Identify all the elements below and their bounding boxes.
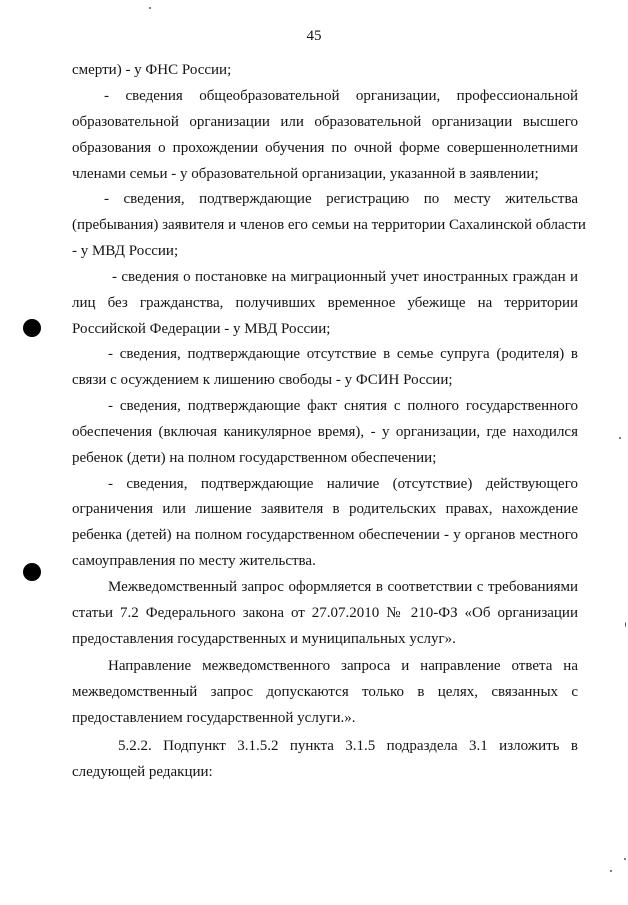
punch-hole — [23, 563, 41, 581]
text-line: - сведения, подтверждающие факт снятия с полного государственного — [108, 398, 578, 414]
page-number: 45 — [306, 28, 322, 44]
text-line: - сведения общеобразовательной организации, профессиональной — [104, 88, 578, 104]
text-line: образования о прохождении обучения по очной форме совершеннолетними — [72, 140, 578, 156]
text-line: статьи 7.2 Федерального закона от 27.07.2010 № 210-ФЗ «Об организации — [72, 605, 578, 621]
text-line: самоуправления по месту жительства. — [72, 553, 316, 569]
text-line: Направление межведомственного запроса и направление ответа на — [108, 658, 578, 674]
text-line: следующей редакции: — [72, 764, 213, 780]
text-line: 5.2.2. Подпункт 3.1.5.2 пункта 3.1.5 подраздела 3.1 изложить в — [118, 738, 578, 754]
text-line: смерти) - у ФНС России; — [72, 62, 232, 78]
text-line: ребенок (дети) на полном государственном обеспечении; — [72, 450, 437, 466]
text-line: - сведения о постановке на миграционный учет иностранных граждан и — [112, 269, 578, 285]
scan-speck — [619, 437, 621, 439]
text-line: (пребывания) заявителя и членов его семьи на территории Сахалинской области — [72, 217, 586, 233]
text-line: предоставления государственных и муниципальных услуг». — [72, 631, 456, 647]
punch-hole — [23, 319, 41, 337]
text-line: предоставлением государственной услуги.». — [72, 710, 356, 726]
text-line: межведомственный запрос допускаются только в целях, связанных с — [72, 684, 578, 700]
scan-speck — [610, 870, 612, 872]
text-line: ребенка (детей) на полном государственном обеспечении - у органов местного — [72, 527, 578, 543]
text-line: - сведения, подтверждающие наличие (отсутствие) действующего — [108, 476, 578, 492]
text-line: Межведомственный запрос оформляется в соответствии с требованиями — [108, 579, 578, 595]
text-line: связи с осуждением к лишению свободы - у ФСИН России; — [72, 372, 453, 388]
text-line: членами семьи - у образовательной организации, указанной в заявлении; — [72, 166, 539, 182]
text-line: ограничения или лишение заявителя в родительских правах, нахождение — [72, 501, 578, 517]
text-line: - у МВД России; — [72, 243, 179, 259]
text-line: образовательной организации или образовательной организации высшего — [72, 114, 578, 130]
text-line: лиц без гражданства, получивших временное убежище на территории — [72, 295, 578, 311]
text-line: обеспечения (включая каникулярное время), - у организации, где находился — [72, 424, 578, 440]
scan-speck — [625, 622, 626, 627]
text-line: - сведения, подтверждающие отсутствие в семье супруга (родителя) в — [108, 346, 578, 362]
text-line: Российской Федерации - у МВД России; — [72, 321, 331, 337]
text-line: - сведения, подтверждающие регистрацию по месту жительства — [104, 191, 578, 207]
scan-speck — [624, 858, 626, 860]
scan-speck — [149, 7, 151, 9]
